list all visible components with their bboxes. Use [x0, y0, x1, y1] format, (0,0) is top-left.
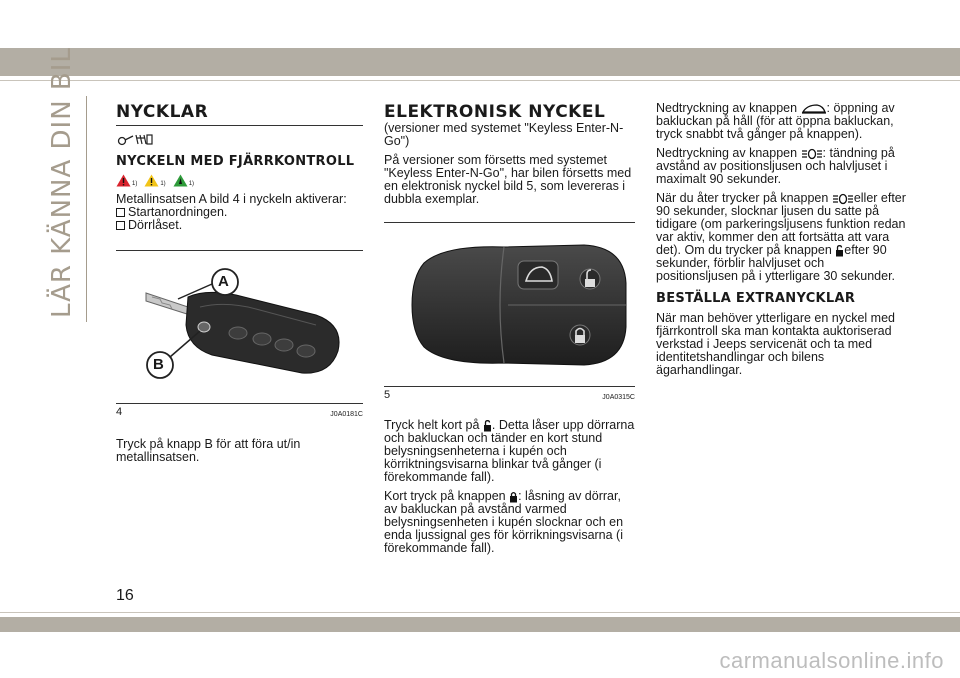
after-figure-text: Tryck på knapp B för att föra ut/in metallinsatsen. — [116, 437, 301, 464]
section-title-keys: NYCKLAR — [116, 102, 363, 126]
subtitle-remote-key: NYCKELN MED FJÄRRKONTROLL — [116, 154, 355, 169]
versions-note: (versioner med systemet "Keyless Enter-N-Go") — [384, 121, 624, 148]
bottom-band — [0, 617, 960, 632]
figure-bottom-rule — [384, 386, 635, 387]
intro-text: Metallinsatsen A bild 4 i nyckeln aktiverar: — [116, 192, 347, 206]
tailgate-instruction: Nedtryckning av knappen : öppning av bakluckan på håll (för att öppna bakluckan, tryck snabbt två gånger på knappen). — [656, 101, 895, 141]
bottom-rule — [0, 612, 960, 613]
side-section-title: LÄR KÄNNA DIN BIL — [47, 47, 77, 318]
figure-label-b: B — [153, 356, 164, 373]
lights-off-instruction: När du åter trycker på knappen eller efter 90 sekunder, slocknar ljusen du satte på tidigare (om parkeringsljusens funktion redan var aktiv, kommer den att fortsätta att vara det). Om du trycker på knappen efter 90 sekunder, förblir halvljuset och positionsljusen på i ytterligare 30 sekunder. — [656, 191, 906, 283]
lock-instruction: Kort tryck på knappen : låsning av dörrar, av bakluckan på avstånd varmed belysningsenheten i kupén slocknar och en enda ljussignal ges för körrikningsvisarna (i förekommande fall). — [384, 489, 624, 555]
danger-warning-icon — [116, 174, 142, 187]
headlight-icon — [832, 193, 854, 205]
column-1 — [116, 102, 363, 470]
headlight-icon — [801, 148, 823, 160]
figure-5-electronic-key-illustration — [384, 223, 635, 386]
checkbox-bullet-icon — [116, 208, 125, 217]
caution-warning-icon — [144, 174, 170, 187]
figure-4-key-illustration — [116, 251, 363, 403]
key-symbol-icon — [116, 132, 363, 146]
warning-ref: 1) — [132, 181, 138, 187]
lights-instruction: Nedtryckning av knappen : tändning på avstånd av positionsljusen och halvljuset i maximalt 90 sekunder. — [656, 146, 895, 186]
figure-caption — [384, 389, 635, 401]
figure-caption — [116, 406, 363, 418]
unlock-icon — [483, 420, 492, 432]
side-divider — [86, 96, 87, 322]
electronic-key-intro: På versioner som försetts med systemet "Keyless Enter-N-Go", har bilen försetts med en elektronisk nyckel bild 5, som levereras i dubbla exemplar. — [384, 153, 632, 206]
figure-label-a: A — [218, 273, 229, 290]
column-3 — [656, 102, 906, 383]
environment-warning-icon — [173, 174, 199, 187]
warning-ref: 1) — [160, 181, 166, 187]
page-number: 16 — [116, 587, 134, 604]
figure-number: 5 — [384, 389, 391, 401]
extra-keys-text: När man behöver ytterligare en nyckel med fjärrkontroll ska man kontakta auktoriserad verkstad i Jeeps servicenät och ta med identitetshandlingar och bilens ägarhandlingar. — [656, 311, 896, 377]
figure-number: 4 — [116, 406, 123, 418]
bullet-item: Dörrlåset. — [116, 219, 363, 232]
unlock-instruction: Tryck helt kort på . Detta låser upp dörrarna och bakluckan och tänder en kort stund belysningsenheterna i kupén och körriktningsvisarna blinkar två gånger (i förekommande fall). — [384, 418, 635, 484]
top-band — [0, 48, 960, 76]
warning-symbols — [116, 174, 363, 187]
unlock-icon — [835, 245, 844, 257]
warning-ref: 1) — [188, 181, 195, 187]
checkbox-bullet-icon — [116, 221, 125, 230]
figure-code: J0A0315C — [602, 394, 635, 401]
top-rule — [0, 80, 960, 81]
lock-icon — [509, 491, 518, 503]
figure-bottom-rule — [116, 403, 363, 404]
watermark: carmanualsonline.info — [719, 648, 944, 673]
section-title-electronic-key: ELEKTRONISK NYCKEL — [384, 102, 606, 122]
column-2 — [384, 102, 635, 561]
tailgate-icon — [801, 103, 827, 115]
figure-code: J0A0181C — [330, 411, 363, 418]
bullet-item: Startanordningen. — [116, 206, 363, 219]
subtitle-extra-keys: BESTÄLLA EXTRANYCKLAR — [656, 291, 856, 306]
